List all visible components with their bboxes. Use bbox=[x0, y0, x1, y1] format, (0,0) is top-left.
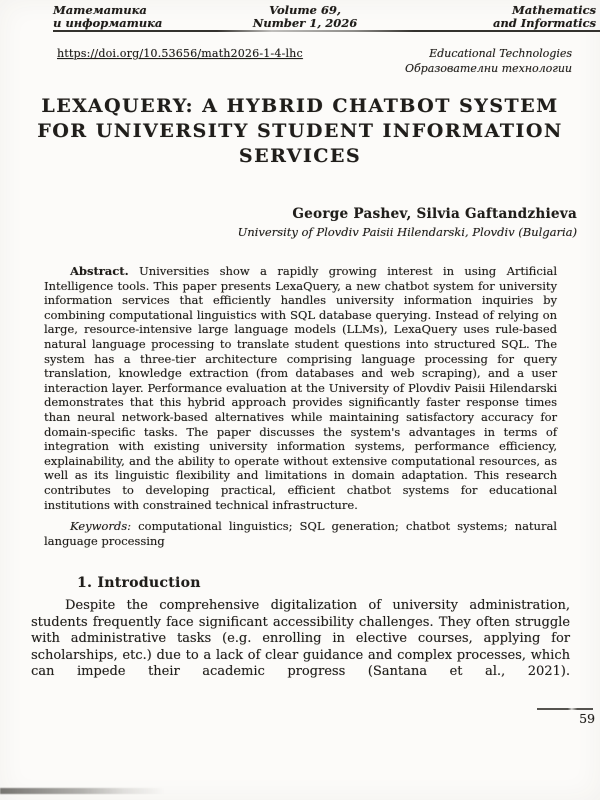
section-heading-introduction: 1. Introduction bbox=[77, 575, 201, 591]
journal-name-en-line2: and Informatics bbox=[492, 16, 596, 30]
masthead-rule bbox=[53, 30, 600, 32]
abstract-text: Universities show a rapidly growing interest in using Artificial Intelligence tools. This paper presents LexaQuery, a new chatbot system for university information services that efficiently handles university information inquiries by combining computational linguistics with SQL database querying. Instead of relying on large, resource-intensive large language models (LLMs), LexaQuery uses rule-based natural language processing to translate student questions into structured SQL. The system has a three-tier architecture comprising language processing for query translation, knowledge extraction (from databases and web scraping), and a user interaction layer. Performance evaluation at the University of Plovdiv Paisii Hilendarski demonstrates that this hybrid approach provides significantly faster response times than neural network-based alternatives while maintaining satisfactory accuracy for domain-specific tasks. The paper discusses the system's advantages in terms of integration with existing university information systems, performance efficiency, explainability, and the ability to operate without extensive computational resources, as well as its linguistic flexibility and limitations in domain adaptation. This research contributes to developing practical, efficient chatbot systems for educational institutions with constrained technical infrastructure. bbox=[44, 264, 557, 512]
journal-name-english bbox=[493, 4, 596, 30]
article-title bbox=[18, 94, 582, 169]
scan-artifact bbox=[0, 788, 165, 794]
journal-name-en-line1: Mathematics bbox=[512, 3, 596, 17]
authors-block bbox=[238, 206, 577, 239]
keywords-label: Keywords: bbox=[70, 519, 131, 534]
article-title-line3: SERVICES bbox=[238, 145, 362, 167]
section-labels bbox=[405, 47, 572, 76]
abstract-block bbox=[44, 264, 557, 548]
journal-name-bg-line1: Математика bbox=[53, 3, 147, 17]
article-title-line2: FOR UNIVERSITY STUDENT INFORMATION bbox=[37, 120, 563, 142]
journal-name-bg-line2: и информатика bbox=[53, 16, 163, 30]
introduction-paragraph: Despite the comprehensive digitalization of university administration, students frequently face significant accessibility challenges. They often struggle with administrative tasks (e.g. enrolling in elective courses, applying for scholarships, etc.) due to a lack of clear guidance and complex processes, which can impede their academic progress (Santana et al., 2021). bbox=[31, 598, 570, 680]
doi-link[interactable]: https://doi.org/10.53656/math2026-1-4-lhc bbox=[57, 47, 303, 60]
keywords-paragraph bbox=[44, 519, 557, 548]
abstract-paragraph bbox=[44, 264, 557, 512]
article-title-line1: LEXAQUERY: A HYBRID CHATBOT SYSTEM bbox=[41, 95, 559, 117]
issue-line: Number 1, 2026 bbox=[252, 16, 358, 30]
section-label-bg: Образователни технологии bbox=[404, 61, 572, 75]
keywords-text: computational linguistics; SQL generation; chatbot systems; natural language processing bbox=[44, 519, 557, 548]
volume-line: Volume 69, bbox=[269, 3, 341, 17]
section-label-en: Educational Technologies bbox=[429, 47, 572, 60]
page-number: 59 bbox=[579, 711, 595, 726]
affiliation: University of Plovdiv Paisii Hilendarski, Plovdiv (Bulgaria) bbox=[237, 225, 577, 239]
abstract-label: Abstract. bbox=[70, 264, 129, 278]
footer-rule bbox=[537, 708, 593, 710]
author-names: George Pashev, Silvia Gaftandzhieva bbox=[292, 206, 577, 222]
